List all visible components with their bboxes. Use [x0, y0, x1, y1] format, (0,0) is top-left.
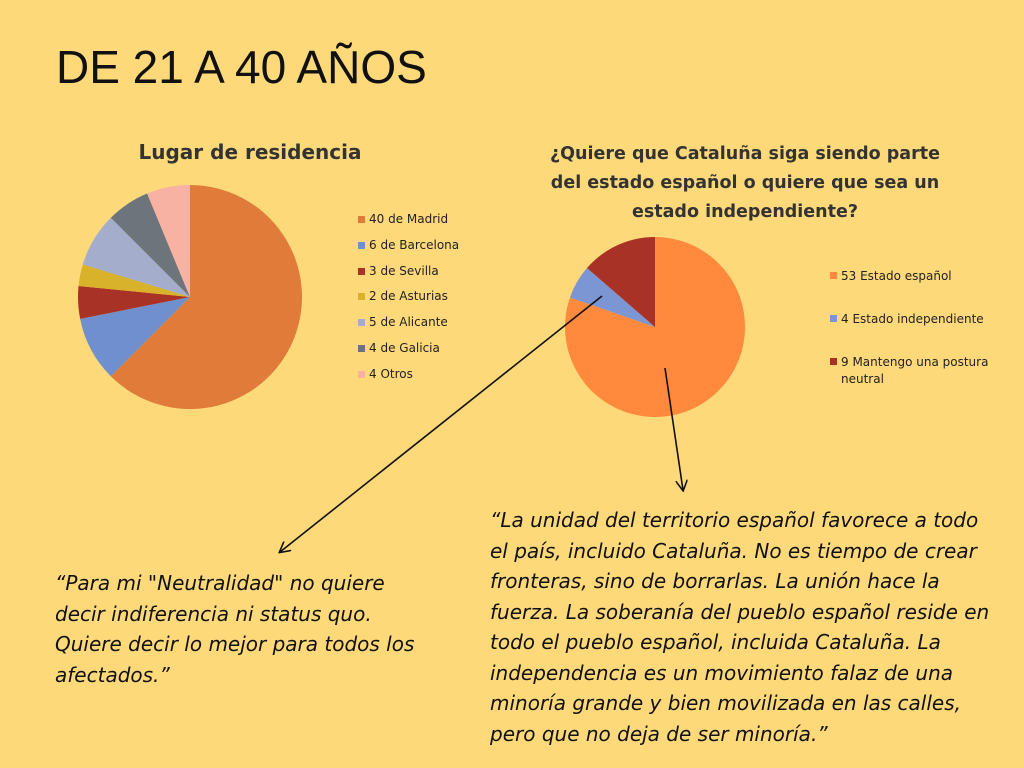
residence-legend-swatch-4 [358, 319, 365, 326]
quote-neutral: “Para mi "Neutralidad" no quiere decir indiferencia ni status quo. Quiere decir lo mejor para todos los afectados.” [55, 571, 415, 687]
chart-title-catalonia: ¿Quiere que Cataluña siga siendo parte del estado español o quiere que sea un estado independiente? [550, 144, 940, 222]
residence-legend-label-4: 5 de Alicante [369, 315, 448, 330]
slide-title: DE 21 A 40 AÑOS [56, 41, 427, 93]
residence-legend-swatch-2 [358, 268, 365, 275]
residence-legend-item-4 [358, 315, 448, 329]
catalonia-legend-label-2: 9 Mantengo una postura neutral [841, 355, 989, 386]
catalonia-legend-item-2 [830, 354, 995, 388]
residence-legend-swatch-3 [358, 293, 365, 300]
pie-chart-catalonia [565, 237, 745, 417]
catalonia-legend-swatch-1 [830, 315, 837, 322]
residence-legend-label-5: 4 de Galicia [369, 341, 440, 355]
residence-legend-item-6 [358, 367, 413, 381]
catalonia-legend-label-0: 53 Estado español [841, 269, 952, 283]
residence-legend-label-1: 6 de Barcelona [369, 237, 460, 252]
catalonia-legend-label-1: 4 Estado independiente [841, 312, 984, 326]
residence-legend-label-2: 3 de Sevilla [369, 263, 439, 278]
residence-legend-label-3: 2 de Asturias [369, 289, 448, 304]
residence-legend-swatch-5 [358, 345, 365, 352]
catalonia-legend-swatch-2 [830, 358, 837, 365]
chart-title-residence: Lugar de residencia [138, 140, 362, 164]
residence-legend-item-5 [358, 341, 440, 355]
residence-legend-item-1 [358, 238, 459, 252]
catalonia-legend-item-0 [830, 268, 995, 285]
residence-legend-item-3 [358, 289, 448, 303]
residence-legend-swatch-0 [358, 216, 365, 223]
catalonia-legend-item-1 [830, 311, 995, 328]
pie-chart-residence [78, 185, 302, 409]
residence-legend-item-0 [358, 212, 448, 226]
residence-legend-label-6: 4 Otros [369, 366, 413, 381]
quote-spanish: “La unidad del territorio español favorece a todo el país, incluido Cataluña. No es tiempo de crear fronteras, sino de borrarlas. La unión hace la fuerza. La soberanía del pueblo español reside en todo el pueblo español, incluida Cataluña. La independencia es un movimiento falaz de una minoría grande y bien movilizada en las calles, pero que no deja de ser minoría.” [490, 508, 990, 746]
catalonia-legend-swatch-0 [830, 272, 837, 279]
residence-legend-label-0: 40 de Madrid [369, 212, 449, 226]
residence-legend-swatch-6 [358, 371, 365, 378]
residence-legend-swatch-1 [358, 242, 365, 249]
residence-legend-item-2 [358, 264, 439, 278]
